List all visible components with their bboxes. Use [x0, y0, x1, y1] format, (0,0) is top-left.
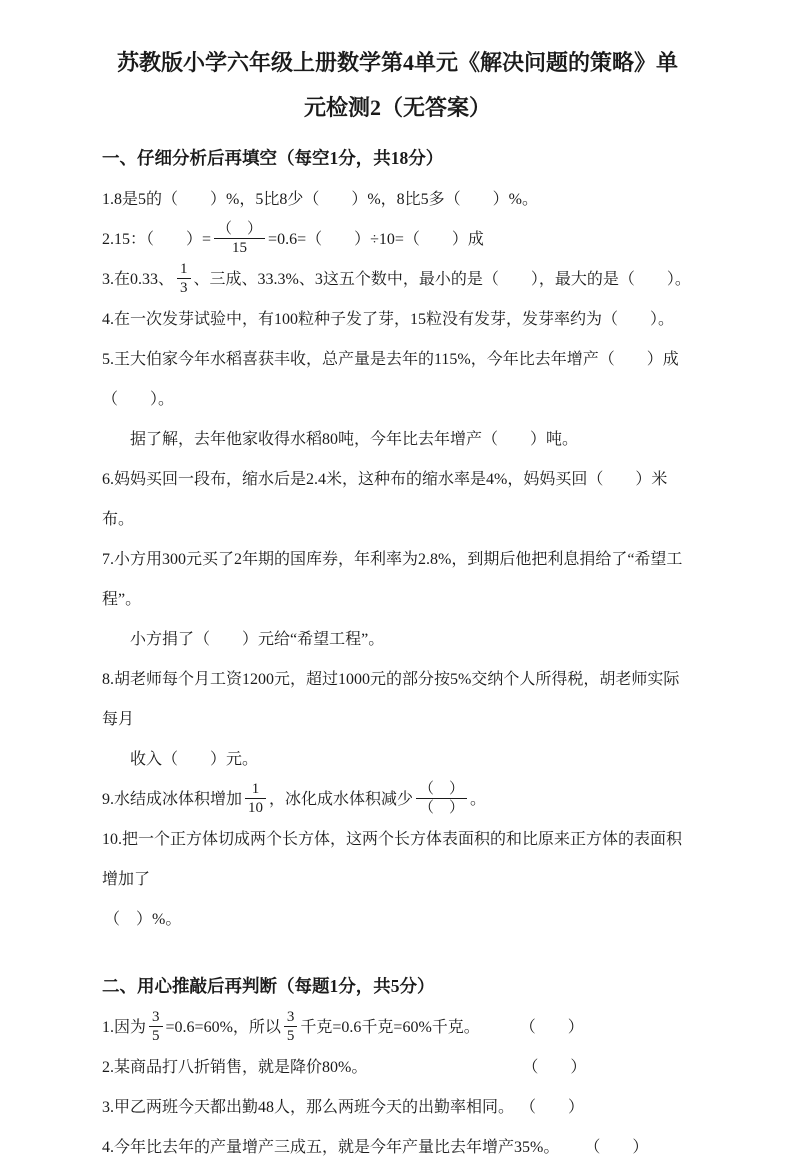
question-8-line-1: 8.胡老师每个月工资1200元，超过1000元的部分按5%交纳个人所得税，胡老师实际每月: [102, 671, 680, 728]
question-2-post: =0.6=（ ）÷10=（ ）成: [268, 231, 484, 248]
judge-1-post: 千克=0.6千克=60%千克。: [300, 1019, 480, 1036]
fraction-numerator: 1: [245, 780, 266, 799]
judge-question-2: [102, 1048, 693, 1088]
question-7-line-2: 小方捐了（ ）元给“希望工程”。: [130, 631, 385, 648]
question-9-post: 。: [470, 791, 487, 808]
spacer: [480, 1031, 520, 1032]
spacer: [367, 1071, 522, 1072]
question-5: [102, 340, 693, 460]
section2-heading: 二、用心推敲后再判断（每题1分，共5分）: [102, 976, 435, 996]
fraction: [149, 1008, 163, 1045]
fraction-numerator: （ ）: [416, 780, 467, 799]
fraction-numerator: （ ）: [214, 220, 265, 239]
fraction-numerator: 3: [284, 1008, 298, 1027]
fraction: [214, 220, 265, 257]
fraction-denominator: （ ）: [419, 799, 465, 816]
question-4: 4.在一次发芽试验中，有100粒种子发了芽，15粒没有发芽，发芽率约为（ ）。: [102, 311, 675, 328]
judge-4-answer-bracket: （ ）: [584, 1139, 649, 1156]
question-3-pre: 3.在0.33、: [102, 271, 175, 288]
question-9: [102, 780, 693, 820]
document-title: [102, 40, 693, 130]
fraction: [416, 780, 467, 817]
judge-4-text: 4.今年比去年的产量增产三成五，就是今年产量比去年增产35%。: [102, 1139, 560, 1156]
fraction-numerator: 3: [149, 1008, 163, 1027]
question-7: [102, 540, 693, 660]
question-6: 6.妈妈买回一段布，缩水后是2.4米，这种布的缩水率是4%，妈妈买回（ ）米布。: [102, 471, 668, 528]
question-9-mid: ，冰化成水体积减少: [269, 791, 414, 808]
fraction: [284, 1008, 298, 1045]
judge-question-4: [102, 1128, 693, 1168]
question-8: [102, 660, 693, 780]
question-10-line-2: （ ）%。: [104, 911, 182, 928]
judge-question-3: [102, 1088, 693, 1128]
question-3-post: 、三成、33.3%、3这五个数中，最小的是（ ），最大的是（ ）。: [193, 271, 691, 288]
question-2: [102, 220, 693, 260]
judge-question-1: [102, 1008, 693, 1048]
judge-1-mid: =0.6=60%，所以: [165, 1019, 281, 1036]
question-10: [102, 820, 693, 940]
title-line-2: 元检测2（无答案）: [303, 95, 491, 120]
spacer: [559, 1151, 584, 1152]
question-8-line-2: 收入（ ）元。: [130, 751, 259, 768]
fraction-denominator: 3: [180, 279, 188, 296]
question-2-pre: 2.15：（ ）=: [102, 231, 212, 248]
question-3: [102, 260, 693, 300]
judge-3-answer-bracket: （ ）: [520, 1099, 585, 1116]
judge-3-text: 3.甲乙两班今天都出勤48人，那么两班今天的出勤率相同。: [102, 1099, 515, 1116]
question-7-line-1: 7.小方用300元买了2年期的国库券，年利率为2.8%，到期后他把利息捐给了“希望工程”。: [102, 551, 683, 608]
question-5-line-1: 5.王大伯家今年水稻喜获丰收，总产量是去年的115%，今年比去年增产（ ）成（ ）。: [102, 351, 679, 408]
title-line-1: 苏教版小学六年级上册数学第4单元《解决问题的策略》单: [116, 50, 678, 75]
judge-2-answer-bracket: （ ）: [522, 1059, 587, 1076]
judge-1-answer-bracket: （ ）: [519, 1019, 584, 1036]
question-5-line-2: 据了解，去年他家收得水稻80吨，今年比去年增产（ ）吨。: [130, 431, 579, 448]
fraction-denominator: 15: [232, 239, 248, 256]
fraction: [177, 260, 191, 297]
judge-1-pre: 1.因为: [102, 1019, 147, 1036]
fraction-denominator: 5: [286, 1027, 295, 1044]
question-1: 1.8是5的（ ）%，5比8少（ ）%，8比5多（ ）%。: [102, 191, 538, 208]
fraction-denominator: 5: [152, 1027, 160, 1044]
question-9-pre: 9.水结成冰体积增加: [102, 791, 243, 808]
fraction: [245, 780, 266, 817]
section1-heading: 一、仔细分析后再填空（每空1分，共18分）: [102, 148, 444, 168]
question-10-line-1: 10.把一个正方体切成两个长方体，这两个长方体表面积的和比原来正方体的表面积增加了: [102, 831, 683, 888]
fraction-denominator: 10: [248, 799, 264, 816]
fraction-numerator: 1: [177, 260, 191, 279]
judge-2-text: 2.某商品打八折销售，就是降价80%。: [102, 1059, 368, 1076]
